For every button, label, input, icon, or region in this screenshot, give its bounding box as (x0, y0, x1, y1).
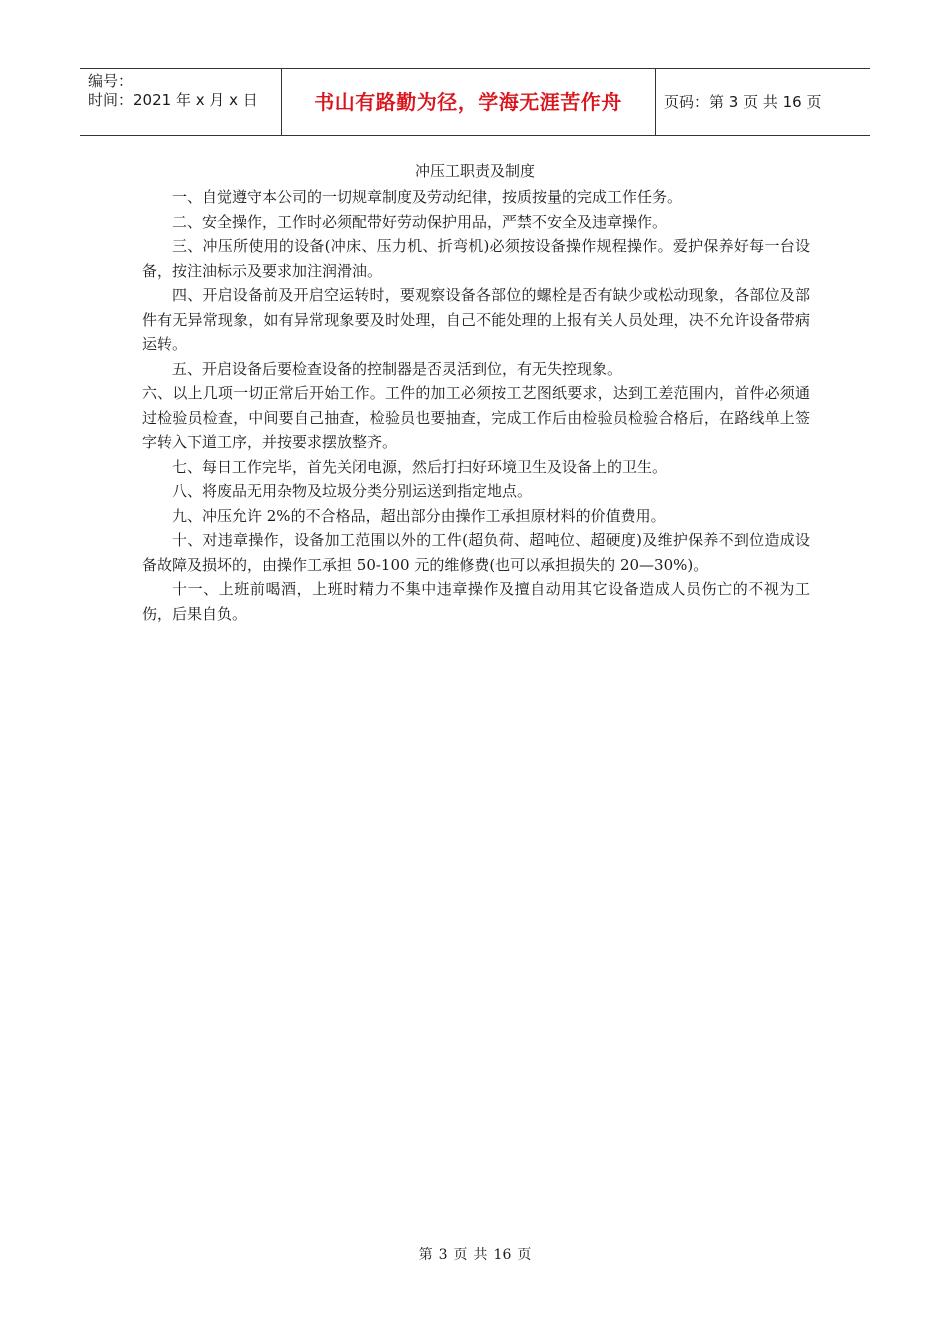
document-date: 时间：2021 年 x 月 x 日 (88, 91, 258, 109)
header-motto: 书山有路勤为径，学海无涯苦作舟 (314, 90, 622, 114)
footer-total-label: 共 (473, 1247, 488, 1263)
header-meta (88, 72, 280, 110)
rule-paragraph: 九、冲压允许 2%的不合格品，超出部分由操作工承担原材料的价值费用。 (172, 506, 666, 525)
document-title: 冲压工职责及制度 (414, 162, 535, 180)
footer-page-label: 第 (418, 1247, 433, 1263)
rule-paragraph: 十一、上班前喝酒，上班时精力不集中违章操作及擅自动用其它设备造成人员伤亡的不视为工伤，后果自负。 (142, 580, 810, 623)
rule-paragraph: 二、安全操作，工作时必须配带好劳动保护用品，严禁不安全及违章操作。 (172, 212, 668, 231)
rule-paragraph: 四、开启设备前及开启空运转时，要观察设备各部位的螺栓是否有缺少或松动现象，各部位及部件有无异常现象，如有异常现象要及时处理，自己不能处理的上报有关人员处理，决不允许设备带病运转。 (142, 286, 810, 353)
rule-paragraph: 十、对违章操作，设备加工范围以外的工件(超负荷、超吨位、超硬度)及维护保养不到位造成设备故障及损坏的，由操作工承担 50-100 元的维修费(也可以承担损失的 20—30%)。 (142, 531, 810, 574)
rule-paragraph: 一、自觉遵守本公司的一切规章制度及劳动纪律，按质按量的完成工作任务。 (172, 188, 683, 206)
header-page-info: 页码：第 3 页 共 16 页 (664, 93, 822, 111)
document-body (142, 185, 810, 626)
rule-paragraph: 五、开启设备后要检查设备的控制器是否灵活到位，有无失控现象。 (172, 359, 623, 378)
header-divider (655, 69, 656, 135)
page-footer (0, 1245, 950, 1265)
page-header (80, 68, 870, 136)
rule-paragraph: 六、以上几项一切正常后开始工作。工件的加工必须按工艺图纸要求，达到工差范围内，首件必须通过检验员检查，中间要自己抽查，检验员也要抽查，完成工作后由检验员检验合格后，在路线单上签字转入下道工序，并按要求摆放整齐。 (142, 384, 810, 451)
footer-total-number: 16 (493, 1247, 512, 1263)
rule-paragraph: 八、将废品无用杂物及垃圾分类分别运送到指定地点。 (172, 482, 533, 500)
footer-page-number: 3 (438, 1247, 448, 1263)
rule-paragraph: 三、冲压所使用的设备(冲床、压力机、折弯机)必须按设备操作规程操作。爱护保养好每一台设备，按注油标示及要求加注润滑油。 (142, 237, 810, 280)
document-number-label: 编号： (88, 72, 134, 90)
footer-total-unit: 页 (517, 1247, 532, 1263)
footer-page-unit: 页 (453, 1247, 468, 1263)
rule-paragraph: 七、每日工作完毕，首先关闭电源，然后打扫好环境卫生及设备上的卫生。 (172, 457, 668, 476)
